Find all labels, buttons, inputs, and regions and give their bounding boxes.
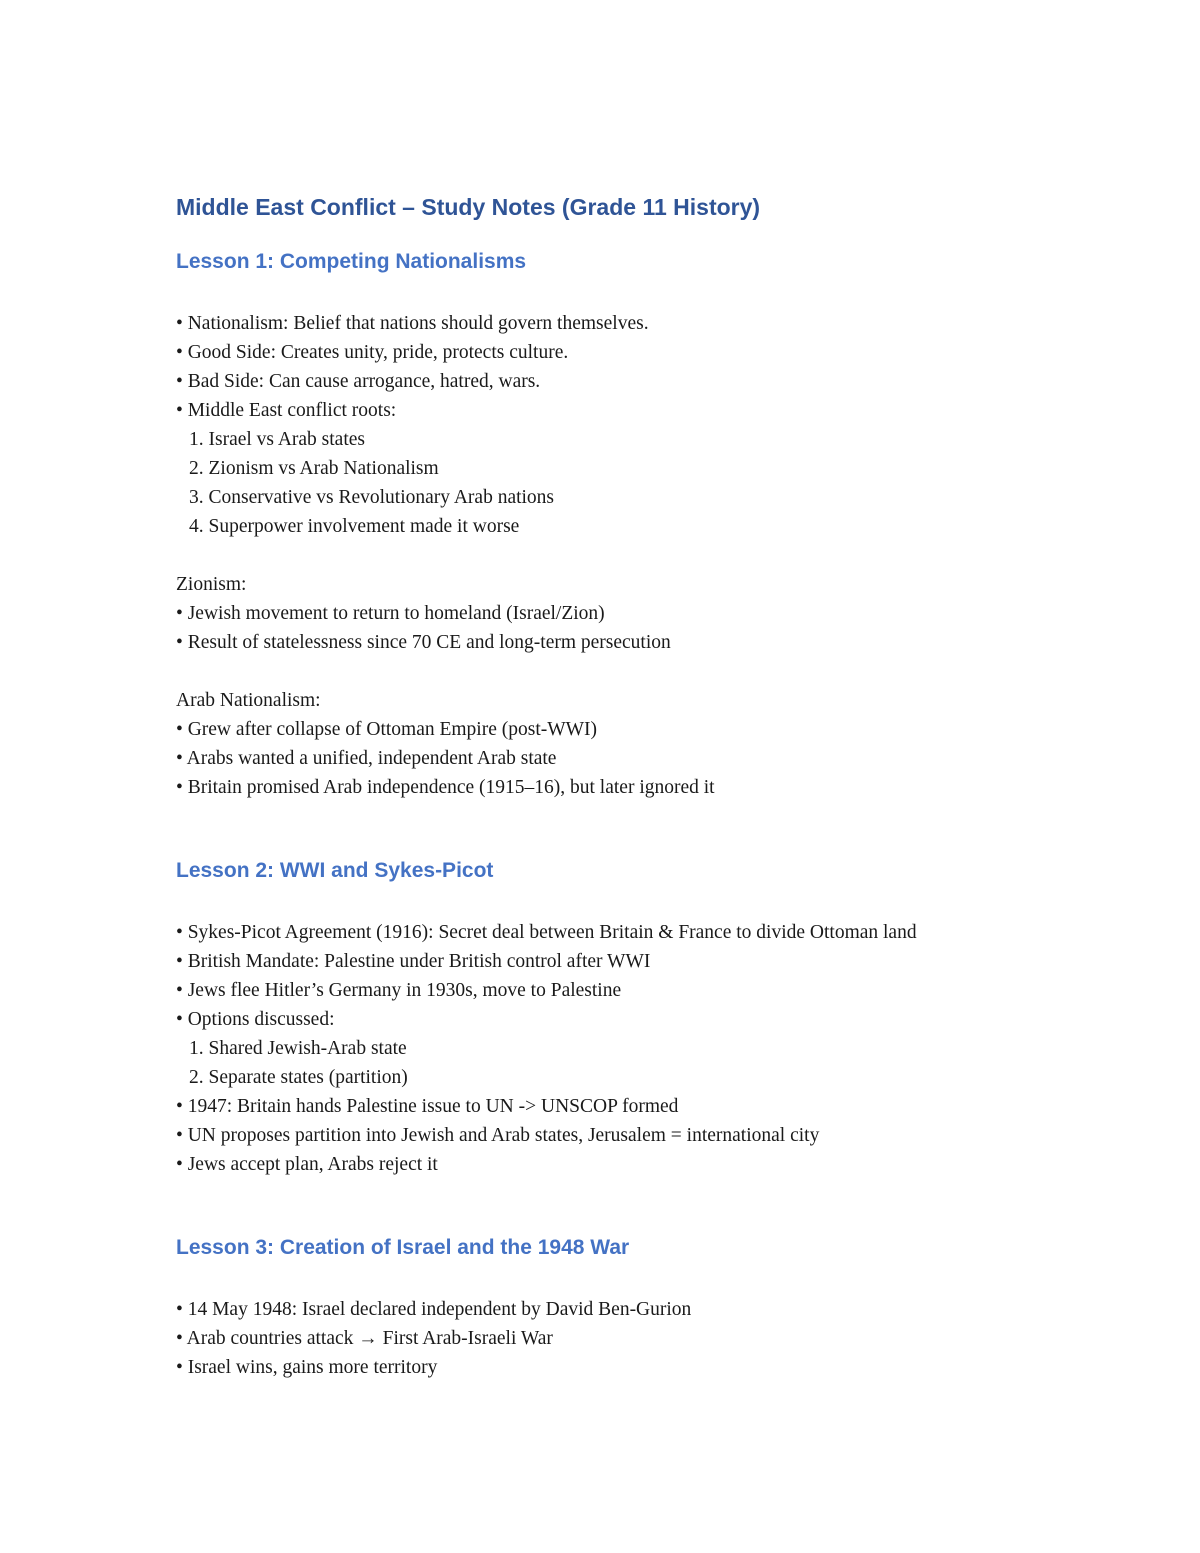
lesson-2-section bbox=[176, 855, 1026, 1179]
bullet-bad-side: • Bad Side: Can cause arrogance, hatred, wars. bbox=[176, 371, 541, 392]
bullet-sykes-picot: • Sykes-Picot Agreement (1916): Secret deal between Britain & France to divide Ottoman land bbox=[176, 922, 917, 943]
zionism-bullet-2: • Result of statelessness since 70 CE and long-term persecution bbox=[176, 632, 671, 653]
arab-nationalism-label: Arab Nationalism: bbox=[176, 690, 321, 711]
arab-nationalism-bullet-1: • Grew after collapse of Ottoman Empire (post-WWI) bbox=[176, 719, 598, 740]
arab-nationalism-bullet-2: • Arabs wanted a unified, independent Arab state bbox=[176, 748, 557, 769]
bullet-british-mandate: • British Mandate: Palestine under British control after WWI bbox=[176, 951, 651, 972]
option-item-1: 1. Shared Jewish-Arab state bbox=[189, 1038, 407, 1059]
bullet-jews-flee: • Jews flee Hitler’s Germany in 1930s, move to Palestine bbox=[176, 980, 622, 1001]
lesson-1-heading: Lesson 1: Competing Nationalisms bbox=[176, 250, 527, 273]
document-body bbox=[176, 190, 1026, 1382]
bullet-conflict-roots: • Middle East conflict roots: bbox=[176, 400, 397, 421]
bullet-nationalism: • Nationalism: Belief that nations should govern themselves. bbox=[176, 313, 649, 334]
zionism-label: Zionism: bbox=[176, 574, 247, 595]
bullet-1947-unscop: • 1947: Britain hands Palestine issue to UN -> UNSCOP formed bbox=[176, 1096, 679, 1117]
lesson-3-section bbox=[176, 1232, 1026, 1382]
root-item-3: 3. Conservative vs Revolutionary Arab nations bbox=[189, 487, 555, 508]
bullet-arab-attack: • Arab countries attack → First Arab-Israeli War bbox=[176, 1328, 553, 1349]
arab-nationalism-bullet-3: • Britain promised Arab independence (1915–16), but later ignored it bbox=[176, 777, 715, 798]
option-item-2: 2. Separate states (partition) bbox=[189, 1067, 408, 1088]
bullet-un-partition: • UN proposes partition into Jewish and Arab states, Jerusalem = international city bbox=[176, 1125, 820, 1146]
root-item-1: 1. Israel vs Arab states bbox=[189, 429, 365, 450]
lesson-3-heading: Lesson 3: Creation of Israel and the 1948 War bbox=[176, 1236, 630, 1259]
document-title: Middle East Conflict – Study Notes (Grade 11 History) bbox=[176, 194, 761, 220]
root-item-4: 4. Superpower involvement made it worse bbox=[189, 516, 520, 537]
zionism-bullet-1: • Jewish movement to return to homeland (Israel/Zion) bbox=[176, 603, 605, 624]
bullet-options-discussed: • Options discussed: bbox=[176, 1009, 335, 1030]
bullet-good-side: • Good Side: Creates unity, pride, protects culture. bbox=[176, 342, 569, 363]
bullet-accept-reject: • Jews accept plan, Arabs reject it bbox=[176, 1154, 438, 1175]
lesson-1-section bbox=[176, 246, 1026, 802]
root-item-2: 2. Zionism vs Arab Nationalism bbox=[189, 458, 439, 479]
lesson-2-heading: Lesson 2: WWI and Sykes-Picot bbox=[176, 859, 494, 882]
bullet-israel-wins: • Israel wins, gains more territory bbox=[176, 1357, 438, 1378]
bullet-israel-declared: • 14 May 1948: Israel declared independent by David Ben-Gurion bbox=[176, 1299, 692, 1320]
